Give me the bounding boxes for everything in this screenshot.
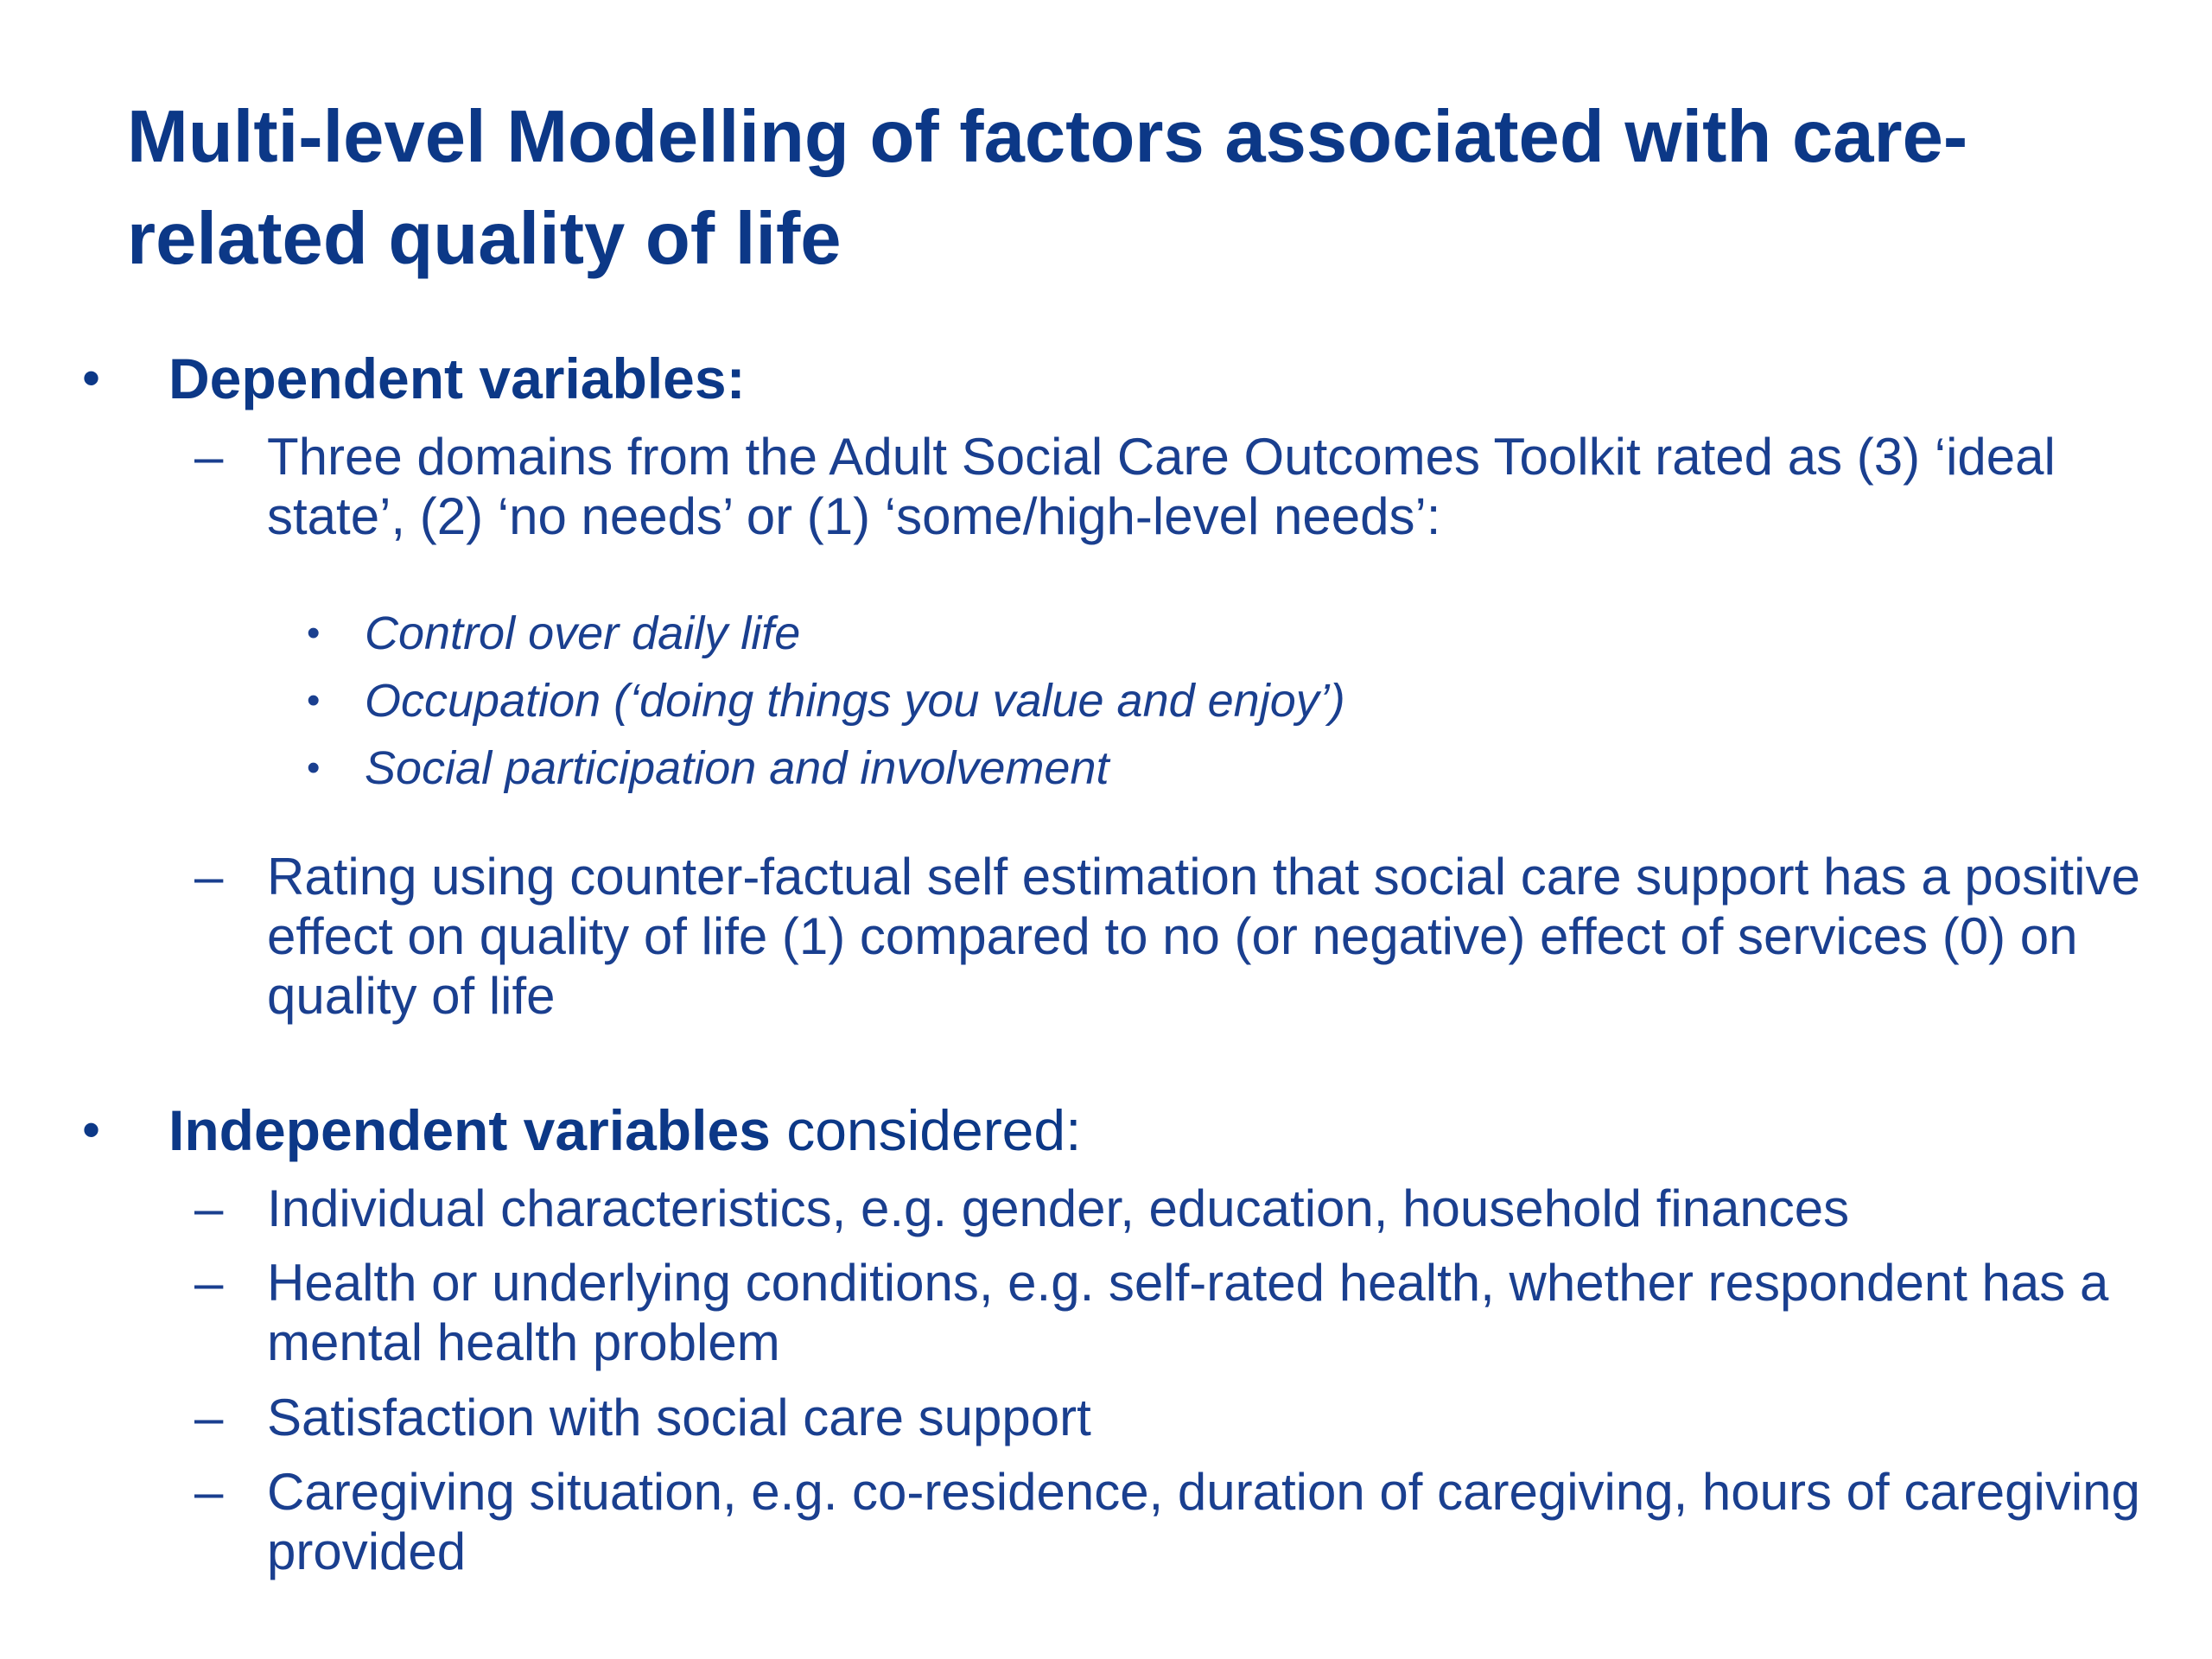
list-item-text: Satisfaction with social care support [267,1389,1091,1446]
domain-label: Occupation (‘doing things you value and enjoy’) [365,675,1345,727]
dash-icon: – [194,1254,224,1312]
slide-title: Multi-level Modelling of factors associated with care-related quality of life [127,96,1968,280]
dash-icon: – [194,428,224,486]
list-item-text: Caregiving situation, e.g. co-residence, duration of caregiving, hours of caregiving provided [267,1463,2140,1580]
dash-icon: – [194,1389,224,1446]
list-item-text: Health or underlying conditions, e.g. self-rated health, whether respondent has a mental health problem [267,1254,2109,1371]
bullet-icon: • [82,349,101,407]
dash-icon: – [194,1179,224,1237]
dash-icon: – [194,1463,224,1521]
independent-variables-label-bold: Independent variables [168,1098,771,1162]
dash-icon: – [194,848,224,906]
dependent-variables-label: Dependent variables: [168,346,746,410]
bullet-icon: • [307,612,321,654]
list-item-text: Individual characteristics, e.g. gender, education, household finances [267,1179,1850,1237]
list-item-text: Three domains from the Adult Social Care Outcomes Toolkit rated as (3) ‘ideal state’, (2) ‘no needs’ or (1) ‘some/high-level needs’: [267,428,2056,545]
bullet-icon: • [82,1101,101,1159]
domain-label: Control over daily life [365,607,801,659]
list-item-text: Rating using counter-factual self estimation that social care support has a positive effect on quality of life (1) compared to no (or negative) effect of services (0) on quality of life [267,848,2140,1025]
independent-variables-label [168,1096,1081,1165]
bullet-icon: • [307,747,321,789]
bullet-icon: • [307,679,321,721]
domain-label: Social participation and involvement [365,742,1109,794]
independent-variables-label-rest: considered: [770,1098,1082,1162]
